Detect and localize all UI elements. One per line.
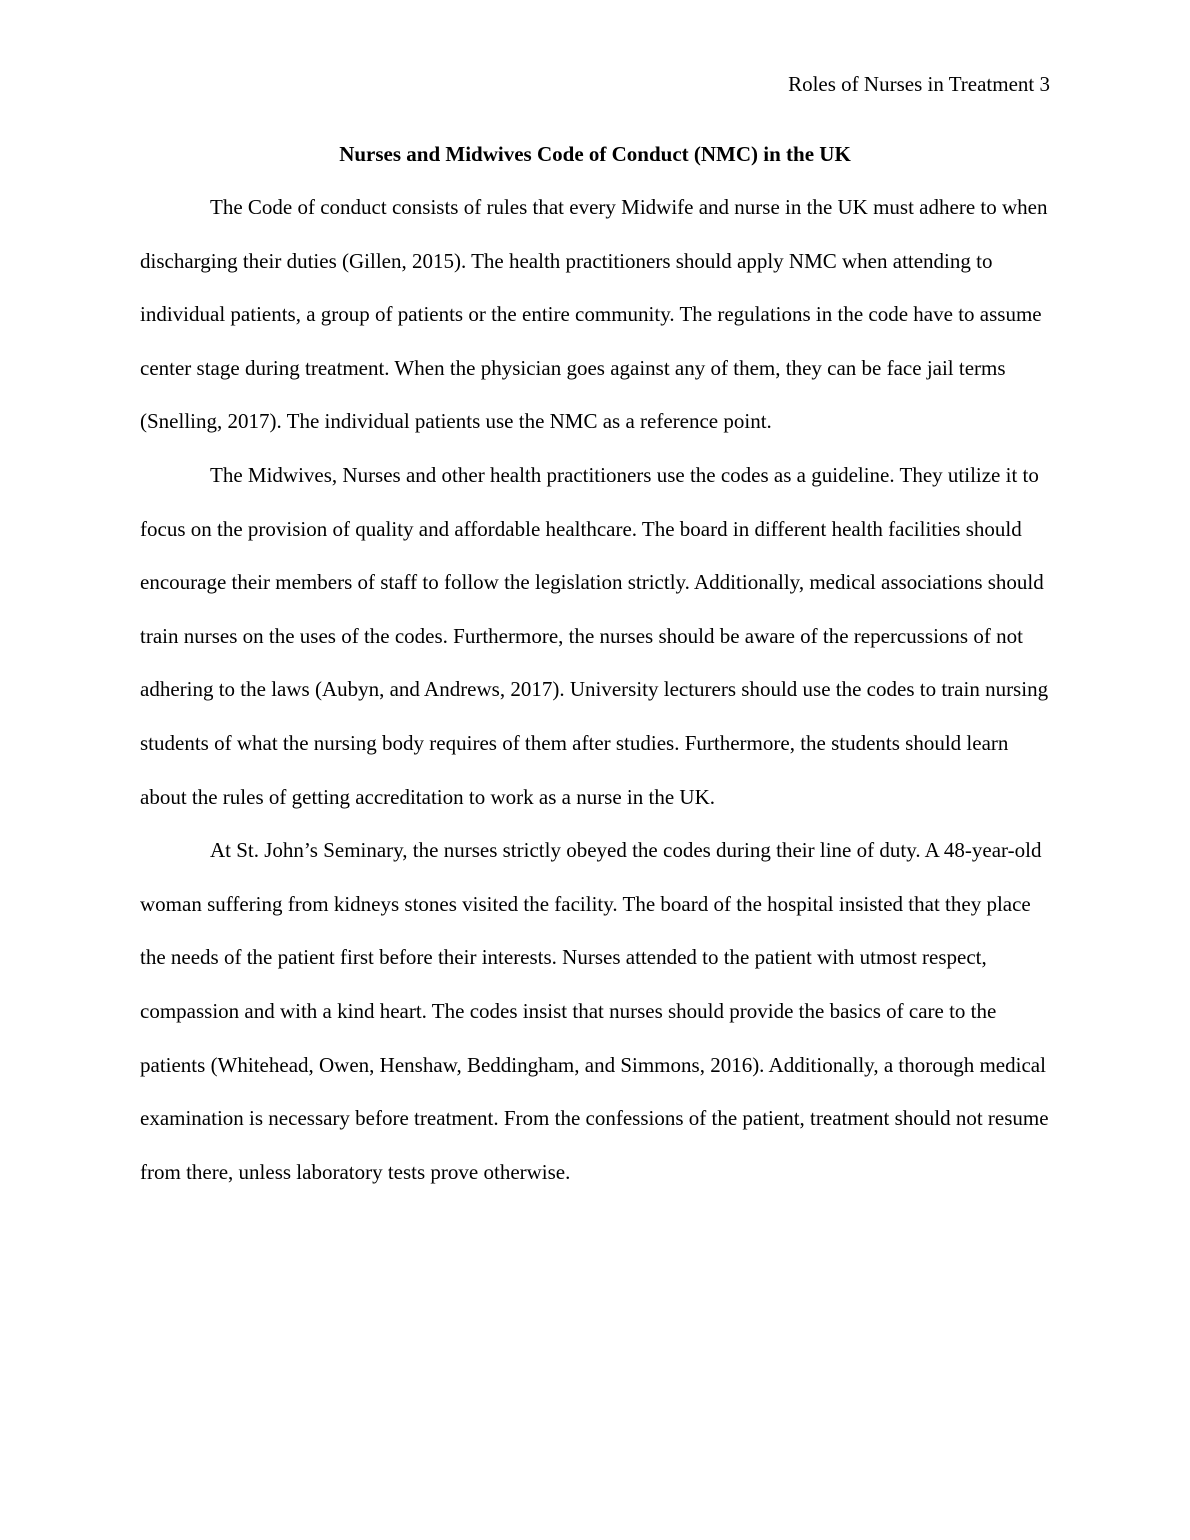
body-paragraph-1: The Code of conduct consists of rules that every Midwife and nurse in the UK must adhere to when discharging their duties (Gillen, 2015). The health practitioners should apply NMC when attending to individual patients, a group of patients or the entire community. The regulations in the code have to assume center stage during treatment. When the physician goes against any of them, they can be face jail terms (Snelling, 2017). The individual patients use the NMC as a reference point.: [140, 195, 1048, 434]
document-title: Nurses and Midwives Code of Conduct (NMC) in the UK: [339, 142, 851, 166]
body-paragraph-2: The Midwives, Nurses and other health practitioners use the codes as a guideline. They utilize it to focus on the provision of quality and affordable healthcare. The board in different health facilities should encourage their members of staff to follow the legislation strictly. Additionally, medical associations should train nurses on the uses of the codes. Furthermore, the nurses should be aware of the repercussions of not adhering to the laws (Aubyn, and Andrews, 2017). University lecturers should use the codes to train nursing students of what the nursing body requires of them after studies. Furthermore, the students should learn about the rules of getting accreditation to work as a nurse in the UK.: [140, 462, 1049, 809]
running-head: Roles of Nurses in Treatment 3: [788, 72, 1050, 96]
document-body: [140, 181, 1050, 1199]
body-paragraph-3: At St. John’s Seminary, the nurses strictly obeyed the codes during their line of duty. A 48-year-old woman suffering from kidneys stones visited the facility. The board of the hospital insisted that they place the needs of the patient first before their interests. Nurses attended to the patient with utmost respect, compassion and with a kind heart. The codes insist that nurses should provide the basics of care to the patients (Whitehead, Owen, Henshaw, Beddingham, and Simmons, 2016). Additionally, a thorough medical examination is necessary before treatment. From the confessions of the patient, treatment should not resume from there, unless laboratory tests prove otherwise.: [140, 838, 1049, 1184]
